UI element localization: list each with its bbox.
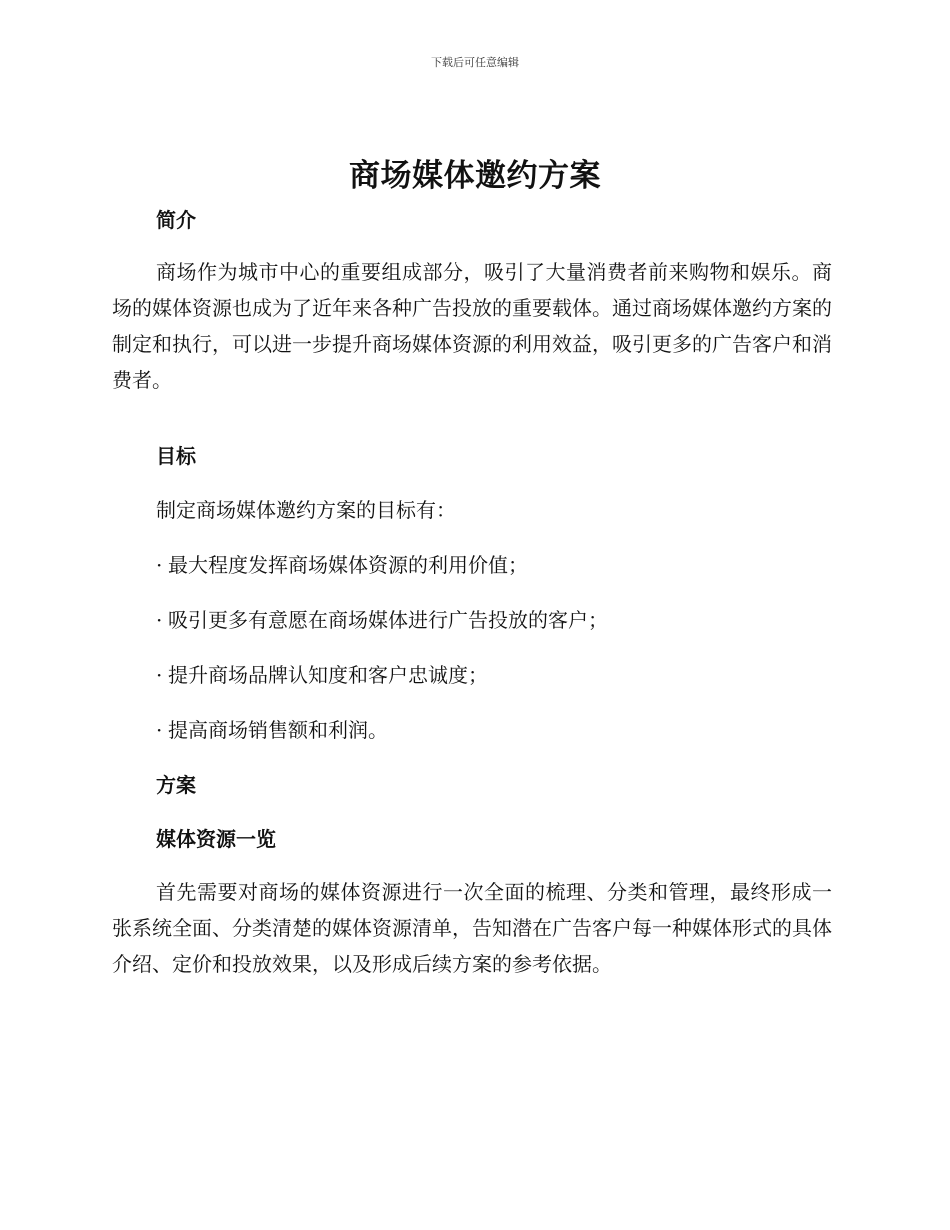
section-heading-plan: 方案 [156,773,196,797]
section-heading-intro: 简介 [156,208,196,232]
list-item-text: 提升商场品牌认知度和客户忠诚度； [168,663,488,687]
bullet-mark: · [156,608,163,632]
list-item-text: 吸引更多有意愿在商场媒体进行广告投放的客户； [168,608,608,632]
goals-lead-text: 制定商场媒体邀约方案的目标有： [156,498,456,522]
intro-paragraph: 商场作为城市中心的重要组成部分，吸引了大量消费者前来购物和娱乐。商场的媒体资源也成为了近年来各种广告投放的重要载体。通过商场媒体邀约方案的制定和执行，可以进一步提升商场媒体资源的利用效益，吸引更多的广告客户和消费者。 [112,260,832,392]
bullet-mark: · [156,663,163,687]
page-header-note: 下载后可任意编辑 [431,56,519,69]
bullet-mark: · [156,553,163,577]
list-item [156,606,608,634]
list-item-text: 最大程度发挥商场媒体资源的利用价值； [168,553,528,577]
media-overview-paragraph: 首先需要对商场的媒体资源进行一次全面的梳理、分类和管理，最终形成一张系统全面、分类清楚的媒体资源清单，告知潜在广告客户每一种媒体形式的具体介绍、定价和投放效果，以及形成后续方案的参考依据。 [112,880,832,976]
list-item-text: 提高商场销售额和利润。 [168,718,388,742]
list-item [156,716,388,744]
list-item [156,661,488,689]
list-item [156,551,528,579]
section-heading-goals: 目标 [156,444,196,468]
bullet-mark: · [156,718,163,742]
subsection-heading-media-overview: 媒体资源一览 [156,827,276,851]
document-title: 商场媒体邀约方案 [349,158,601,194]
